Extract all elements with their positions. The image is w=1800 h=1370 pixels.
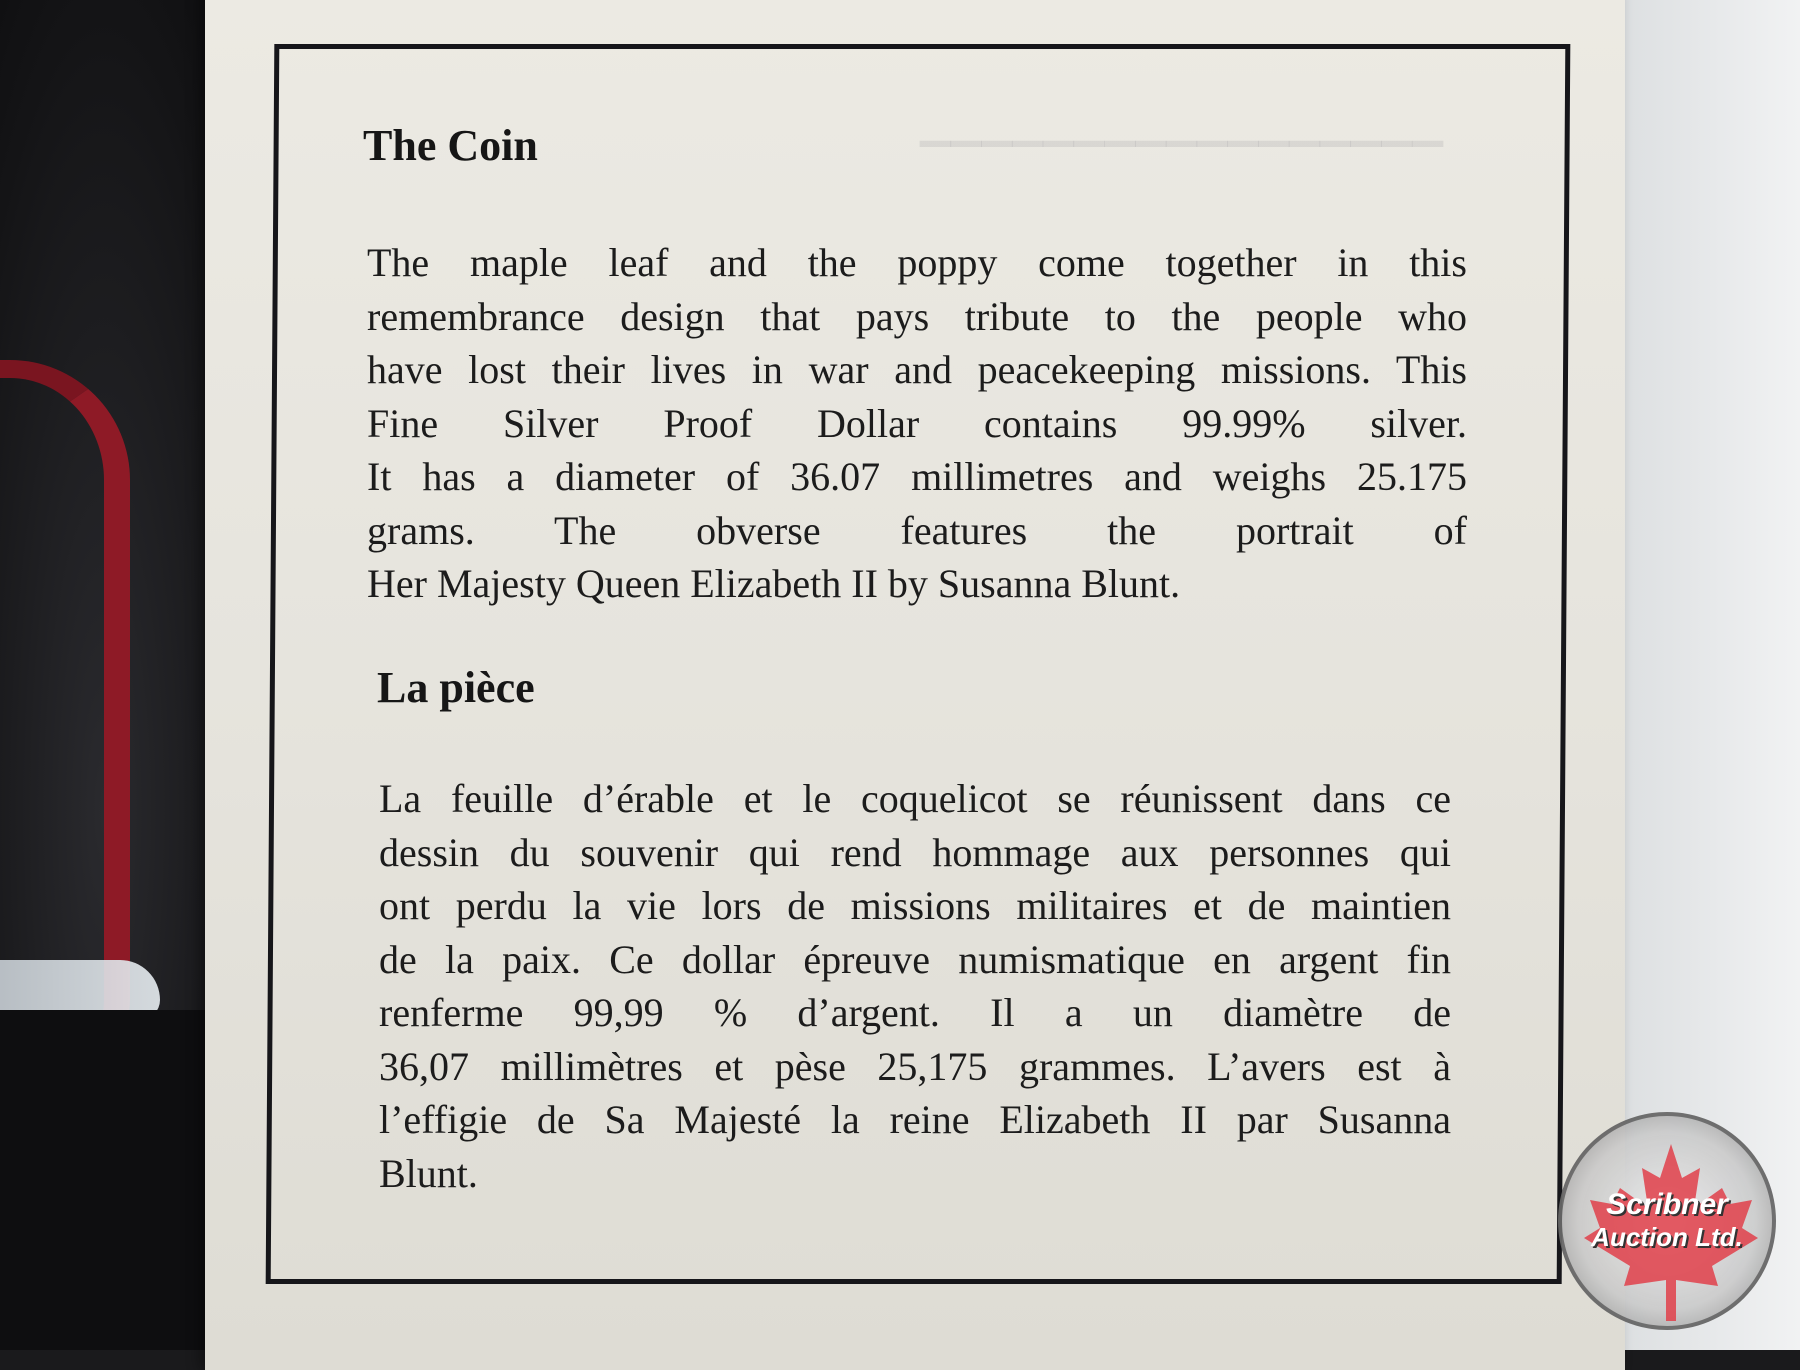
text-line: Her Majesty Queen Elizabeth II by Susanna Blunt. <box>367 561 1181 606</box>
text-line: Fine Silver Proof Dollar contains 99.99% silver. <box>367 400 1467 446</box>
text-line: renferme 99,99 % d’argent. Il a un diamètre de <box>379 990 1451 1035</box>
paragraph-french <box>379 772 1451 1200</box>
paragraph-english <box>367 236 1467 611</box>
text-line: Blunt. <box>379 1150 478 1196</box>
text-line: l’effigie de Sa Majesté la reine Elizabeth II par Susanna <box>379 1097 1451 1142</box>
text-line: ont perdu la vie lors de missions militaires et de maintien <box>379 883 1451 928</box>
text-line: de la paix. Ce dollar épreuve numismatique en argent fin <box>379 936 1451 982</box>
text-line: It has a diameter of 36.07 millimetres and weighs 25.175 <box>367 454 1467 499</box>
bleed-through-text: ▁▁▁▁▁▁▁▁▁▁▁▁▁▁▁▁▁ <box>920 101 1443 146</box>
coin-case-red-rim <box>0 360 130 1060</box>
auction-watermark-logo <box>1558 1112 1776 1330</box>
text-line: 36,07 millimètres et pèse 25,175 grammes. L’avers est à <box>379 1043 1451 1089</box>
text-line: La feuille d’érable et le coquelicot se réunissent dans ce <box>379 776 1451 821</box>
text-line: grams. The obverse features the portrait of <box>367 507 1467 553</box>
text-line: have lost their lives in war and peacekeeping missions. This <box>367 347 1467 392</box>
heading-english: The Coin <box>363 121 538 170</box>
watermark-line2: Auction Ltd. <box>1591 1222 1743 1252</box>
text-line: remembrance design that pays tribute to the people who <box>367 293 1467 339</box>
heading-french: La pièce <box>377 663 535 712</box>
text-line: dessin du souvenir qui rend hommage aux personnes qui <box>379 829 1451 875</box>
text-line: The maple leaf and the poppy come together in this <box>367 240 1467 285</box>
coin-case-lower <box>0 1010 240 1350</box>
watermark-line1: Scribner <box>1606 1188 1728 1221</box>
